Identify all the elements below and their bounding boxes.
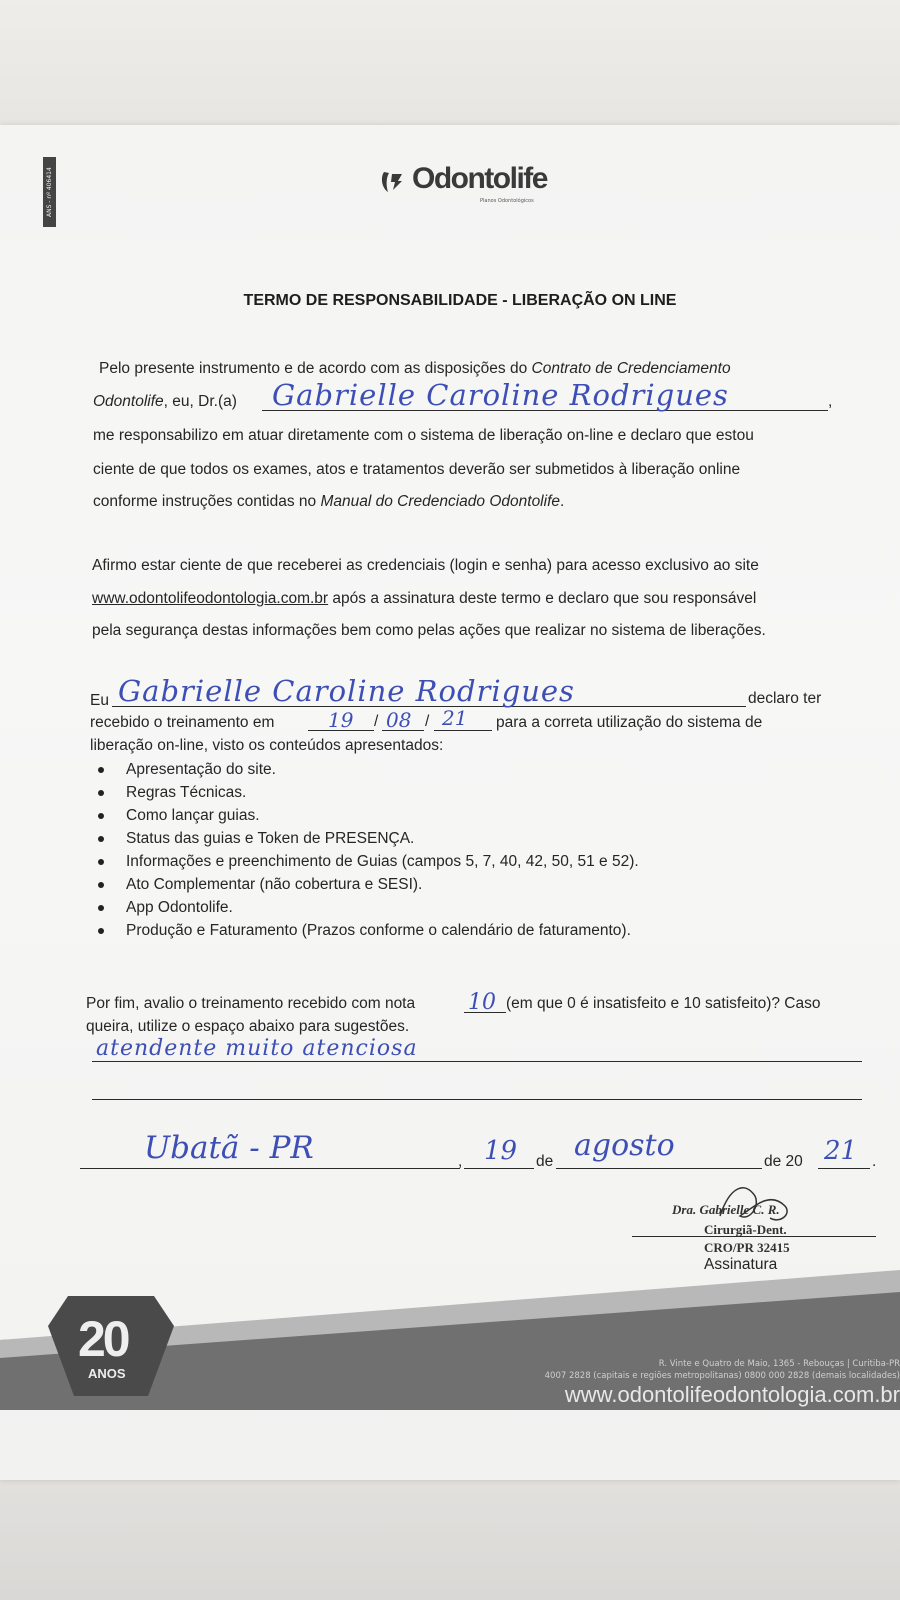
- p1-text: .: [560, 493, 565, 510]
- p3-eu: Eu: [90, 692, 109, 709]
- handwritten-suggestion: atendente muito atenciosa: [96, 1036, 418, 1061]
- list-item: App Odontolife.: [92, 896, 639, 919]
- handwritten-month: 08: [386, 708, 412, 732]
- date-slash: /: [374, 713, 379, 730]
- list-item: Como lançar guias.: [92, 804, 639, 827]
- handwritten-year: 21: [442, 706, 468, 730]
- handwritten-city: Ubatã - PR: [144, 1130, 314, 1166]
- list-item: Status das guias e Token de PRESENÇA.: [92, 827, 639, 850]
- p3-declaro: declaro ter: [748, 690, 822, 707]
- odontolife-logo: [380, 162, 560, 210]
- footer-address-line-2: 4007 2828 (capitais e regiões metropolitanas) 0800 000 2828 (demais localidades): [544, 1371, 900, 1381]
- training-topics-list: [92, 758, 639, 942]
- p1-text: Pelo presente instrumento e de acordo com as disposições do: [99, 360, 532, 377]
- badge-word: ANOS: [88, 1366, 126, 1381]
- suggestion-line-2: [92, 1099, 862, 1100]
- list-item: Apresentação do site.: [92, 758, 639, 781]
- city-field-line: [80, 1168, 460, 1169]
- anniversary-badge: [48, 1296, 174, 1396]
- p3-recebido: recebido o treinamento em: [90, 714, 275, 731]
- suggestion-line-1: [92, 1061, 862, 1062]
- handwritten-day: 19: [328, 708, 354, 732]
- logo-tagline: Planos Odontológicos: [480, 198, 534, 204]
- p2-text: após a assinatura deste termo e declaro que sou responsável: [328, 590, 757, 607]
- manual-name: Manual do Credenciado Odontolife: [320, 493, 560, 510]
- p4-line-2: queira, utilize o espaço abaixo para sugestões.: [86, 1018, 410, 1035]
- handwritten-date-day: 19: [484, 1136, 518, 1166]
- document-title: TERMO DE RESPONSABILIDADE - LIBERAÇÃO ON LINE: [243, 292, 677, 309]
- month-line: [556, 1168, 762, 1169]
- contract-name: Contrato de Credenciamento: [531, 360, 731, 377]
- handwritten-name-2: Gabrielle Caroline Rodrigues: [118, 674, 575, 708]
- p3-para: para a correta utilização do sistema de: [496, 714, 763, 731]
- p2-line-1: Afirmo estar ciente de que receberei as credenciais (login e senha) para acesso exclusivo ao site: [92, 557, 759, 574]
- list-item: Ato Complementar (não cobertura e SESI).: [92, 873, 639, 896]
- year-field-line: [434, 730, 492, 731]
- year-line: [818, 1168, 870, 1169]
- p1-text: conforme instruções contidas no: [93, 493, 321, 510]
- stamp-cro: CRO/PR 32415: [704, 1240, 790, 1255]
- date-comma: ,: [458, 1153, 463, 1170]
- p1-line-3: me responsabilizo em atuar diretamente com o sistema de liberação on-line e declaro que estou: [93, 427, 754, 444]
- handwritten-name: Gabrielle Caroline Rodrigues: [272, 378, 729, 412]
- signature-label: Assinatura: [704, 1256, 778, 1273]
- handwritten-date-month: agosto: [574, 1128, 675, 1163]
- p1-line-2: [93, 393, 237, 411]
- p1-text: , eu, Dr.(a): [163, 393, 237, 410]
- stamp-title: Cirurgiã-Dent.: [704, 1222, 787, 1237]
- p1-line-4: ciente de que todos os exames, atos e tratamentos deverão ser submetidos à liberação online: [93, 461, 741, 478]
- footer-address: [545, 1358, 900, 1382]
- website-link[interactable]: www.odontolifeodontologia.com.br: [92, 590, 329, 607]
- p1-comma: ,: [828, 393, 833, 410]
- p1-line-1: [99, 360, 731, 378]
- date-de-20: de 20: [764, 1153, 803, 1170]
- date-de: de: [536, 1153, 554, 1170]
- background-top: [0, 0, 900, 140]
- company-name: Odontolife: [93, 393, 164, 410]
- list-item: Informações e preenchimento de Guias (campos 5, 7, 40, 42, 50, 51 e 52).: [92, 850, 639, 873]
- footer-address-line-1: R. Vinte e Quatro de Maio, 1365 - Rebouças | Curitiba-PR: [658, 1359, 900, 1369]
- logo-tooth-icon: [380, 168, 410, 194]
- p3-liberacao: liberação on-line, visto os conteúdos apresentados:: [90, 737, 444, 754]
- date-slash: /: [425, 713, 430, 730]
- handwritten-grade: 10: [468, 990, 496, 1015]
- p1-line-5: [93, 493, 564, 511]
- list-item: Regras Técnicas.: [92, 781, 639, 804]
- background-bottom: [0, 1470, 900, 1600]
- footer-website: www.odontolifeodontologia.com.br: [564, 1382, 900, 1407]
- handwritten-date-year: 21: [824, 1136, 858, 1166]
- badge-number: 20: [78, 1311, 128, 1367]
- list-item: Produção e Faturamento (Prazos conforme o calendário de faturamento).: [92, 919, 639, 942]
- ans-registration-code: ANS - nº 406414: [43, 157, 56, 227]
- p4-line-1a: Por fim, avalio o treinamento recebido com nota: [86, 995, 416, 1012]
- p2-line-3: pela segurança destas informações bem como pelas ações que realizar no sistema de liberações.: [92, 622, 766, 639]
- day-line: [464, 1168, 534, 1169]
- date-dot: .: [872, 1153, 877, 1170]
- logo-wordmark: Odontolife: [412, 162, 547, 195]
- stamp-name: Dra. Gabrielle C. R.: [672, 1202, 780, 1217]
- p2-line-2: [92, 590, 756, 608]
- p4-line-1b: (em que 0 é insatisfeito e 10 satisfeito)? Caso: [506, 995, 821, 1012]
